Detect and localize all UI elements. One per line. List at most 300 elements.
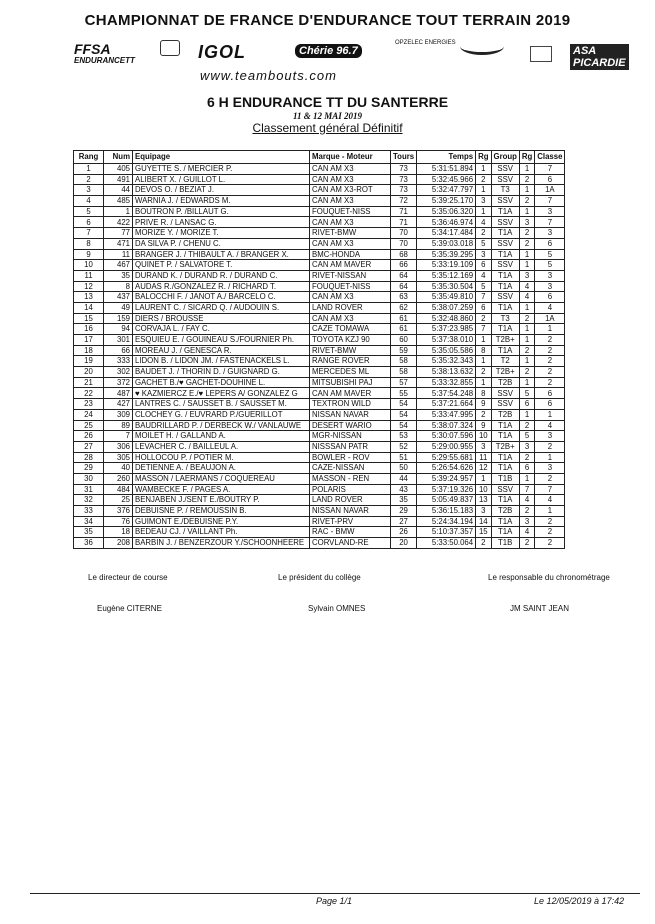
group-cell: T2B xyxy=(491,506,519,517)
temps-cell: 5:33:47.995 xyxy=(417,409,476,420)
rg-group-cell: 4 xyxy=(519,292,534,303)
table-row xyxy=(74,516,565,527)
tours-cell: 50 xyxy=(391,463,417,474)
classe-cell: 4 xyxy=(535,495,565,506)
rg-cell: 10 xyxy=(476,484,491,495)
rg-group-cell: 2 xyxy=(519,238,534,249)
classe-cell: 2 xyxy=(535,441,565,452)
group-cell: T1A xyxy=(491,452,519,463)
tours-cell: 71 xyxy=(391,206,417,217)
tours-cell: 44 xyxy=(391,473,417,484)
tours-cell: 20 xyxy=(391,538,417,549)
rg-group-cell: 1 xyxy=(519,206,534,217)
rg-cell: 7 xyxy=(476,292,491,303)
table-row xyxy=(74,441,565,452)
rg-cell: 1 xyxy=(476,335,491,346)
classe-cell: 3 xyxy=(535,270,565,281)
rang-cell: 22 xyxy=(74,388,104,399)
num-cell: 18 xyxy=(104,527,133,538)
classe-cell: 6 xyxy=(535,399,565,410)
rg-cell: 8 xyxy=(476,388,491,399)
classe-cell: 1 xyxy=(535,324,565,335)
results-body xyxy=(74,164,565,549)
rg-group-cell: 7 xyxy=(519,484,534,495)
classe-cell: 1 xyxy=(535,452,565,463)
group-cell: SSV xyxy=(491,164,519,175)
num-cell: 25 xyxy=(104,495,133,506)
num-cell: 35 xyxy=(104,270,133,281)
group-cell: T2B xyxy=(491,409,519,420)
marque-cell: RIVET-PRV xyxy=(310,516,391,527)
group-cell: T2B+ xyxy=(491,441,519,452)
chrono-name: JM SAINT JEAN xyxy=(510,604,569,613)
temps-cell: 5:36:15.183 xyxy=(417,506,476,517)
group-cell: T1A xyxy=(491,228,519,239)
equipage-cell: GUIMONT E./DEBUISNE P.Y. xyxy=(133,516,310,527)
marque-cell: CAZE-NISSAN xyxy=(310,463,391,474)
num-cell: 77 xyxy=(104,228,133,239)
table-row xyxy=(74,463,565,474)
rang-cell: 12 xyxy=(74,281,104,292)
equipage-cell: ♥ KAZMIERCZ E./♥ LEPERS A/ GONZALEZ G xyxy=(133,388,310,399)
marque-cell: MGR-NISSAN xyxy=(310,431,391,442)
group-cell: SSV xyxy=(491,174,519,185)
ffsa-logo-subtext: ENDURANCETT xyxy=(74,56,135,65)
equipage-cell: BALOCCHI F. / JANOT A./ BARCELO C. xyxy=(133,292,310,303)
group-cell: SSV xyxy=(491,217,519,228)
rg-group-cell: 1 xyxy=(519,249,534,260)
rang-cell: 30 xyxy=(74,473,104,484)
classe-cell: 3 xyxy=(535,206,565,217)
marque-cell: MERCEDES ML xyxy=(310,367,391,378)
equipage-cell: DETIENNE A. / BEAUJON A. xyxy=(133,463,310,474)
marque-cell: CAN AM X3 xyxy=(310,292,391,303)
classe-cell: 4 xyxy=(535,420,565,431)
temps-cell: 5:31:51.894 xyxy=(417,164,476,175)
table-row xyxy=(74,388,565,399)
group-cell: T1A xyxy=(491,249,519,260)
num-cell: 159 xyxy=(104,313,133,324)
equipage-cell: DA SILVA P. / CHENU C. xyxy=(133,238,310,249)
temps-cell: 5:35:32.343 xyxy=(417,356,476,367)
tours-cell: 64 xyxy=(391,270,417,281)
equipage-cell: BOUTRON P. /BILLAUT G. xyxy=(133,206,310,217)
classe-cell: 2 xyxy=(535,527,565,538)
directeur-name: Eugène CITERNE xyxy=(97,604,162,613)
classe-cell: 2 xyxy=(535,377,565,388)
rg-group-cell: 3 xyxy=(519,516,534,527)
group-cell: T1A xyxy=(491,516,519,527)
rg-group-cell: 1 xyxy=(519,356,534,367)
num-cell: 302 xyxy=(104,367,133,378)
francesite-logo-icon xyxy=(160,40,180,56)
equipage-cell: GACHET B./♥ GACHET-DOUHINE L. xyxy=(133,377,310,388)
table-row xyxy=(74,270,565,281)
num-cell: 11 xyxy=(104,249,133,260)
temps-cell: 5:37:54.248 xyxy=(417,388,476,399)
temps-cell: 5:33:32.855 xyxy=(417,377,476,388)
tours-cell: 55 xyxy=(391,388,417,399)
group-cell: SSV xyxy=(491,388,519,399)
classe-cell: 1A xyxy=(535,185,565,196)
tours-cell: 68 xyxy=(391,249,417,260)
temps-cell: 5:35:30.504 xyxy=(417,281,476,292)
column-header: Equipage xyxy=(133,151,310,164)
rg-cell: 1 xyxy=(476,185,491,196)
column-header: Num xyxy=(104,151,133,164)
table-row xyxy=(74,228,565,239)
table-row xyxy=(74,292,565,303)
classe-cell: 6 xyxy=(535,292,565,303)
temps-cell: 5:24:34.194 xyxy=(417,516,476,527)
equipage-cell: DURAND K. / DURAND R. / DURAND C. xyxy=(133,270,310,281)
temps-cell: 5:05:49.837 xyxy=(417,495,476,506)
page-number: Page 1/1 xyxy=(316,896,353,906)
table-row xyxy=(74,335,565,346)
rang-cell: 6 xyxy=(74,217,104,228)
num-cell: 1 xyxy=(104,206,133,217)
classe-cell: 2 xyxy=(535,367,565,378)
temps-cell: 5:35:39.295 xyxy=(417,249,476,260)
group-cell: T3 xyxy=(491,313,519,324)
tours-cell: 58 xyxy=(391,367,417,378)
equipage-cell: BEDEAU CJ. / VAILLANT Ph. xyxy=(133,527,310,538)
rg-group-cell: 1 xyxy=(519,302,534,313)
temps-cell: 5:39:24.957 xyxy=(417,473,476,484)
equipage-cell: CORVAJA L. / FAY C. xyxy=(133,324,310,335)
table-row xyxy=(74,206,565,217)
equipage-cell: LIDON B. / LIDON JM. / FASTENACKELS L. xyxy=(133,356,310,367)
rang-cell: 26 xyxy=(74,431,104,442)
equipage-cell: GUYETTE S. / MERCIER P. xyxy=(133,164,310,175)
classe-cell: 3 xyxy=(535,431,565,442)
marque-cell: CAN AM X3 xyxy=(310,238,391,249)
rang-cell: 28 xyxy=(74,452,104,463)
marque-cell: FOUQUET-NISS xyxy=(310,281,391,292)
num-cell: 306 xyxy=(104,441,133,452)
marque-cell: RIVET-NISSAN xyxy=(310,270,391,281)
rg-group-cell: 1 xyxy=(519,324,534,335)
table-row xyxy=(74,452,565,463)
rang-cell: 11 xyxy=(74,270,104,281)
results-table xyxy=(73,150,565,549)
temps-cell: 5:26:54.626 xyxy=(417,463,476,474)
rg-group-cell: 2 xyxy=(519,174,534,185)
rg-cell: 3 xyxy=(476,249,491,260)
rg-cell: 3 xyxy=(476,506,491,517)
ffsa-logo-text: FFSA xyxy=(74,41,111,57)
rang-cell: 17 xyxy=(74,335,104,346)
classe-cell: 3 xyxy=(535,281,565,292)
print-date: Le 12/05/2019 à 17:42 xyxy=(534,896,625,906)
marque-cell: TEXTRON WILD xyxy=(310,399,391,410)
marque-cell: FOUQUET-NISS xyxy=(310,206,391,217)
table-row xyxy=(74,495,565,506)
marque-cell: RIVET-BMW xyxy=(310,345,391,356)
table-row xyxy=(74,377,565,388)
equipage-cell: MOREAU J. / GENESCA R. xyxy=(133,345,310,356)
rg-cell: 5 xyxy=(476,238,491,249)
table-row xyxy=(74,260,565,271)
classe-cell: 5 xyxy=(535,249,565,260)
rg-group-cell: 3 xyxy=(519,270,534,281)
rg-group-cell: 2 xyxy=(519,420,534,431)
num-cell: 484 xyxy=(104,484,133,495)
rg-group-cell: 4 xyxy=(519,495,534,506)
rg-group-cell: 1 xyxy=(519,473,534,484)
rang-cell: 24 xyxy=(74,409,104,420)
equipage-cell: QUINET P. / SALVATORE T. xyxy=(133,260,310,271)
tours-cell: 27 xyxy=(391,516,417,527)
marque-cell: POLARIS xyxy=(310,484,391,495)
tours-cell: 54 xyxy=(391,409,417,420)
rang-cell: 1 xyxy=(74,164,104,175)
rg-cell: 3 xyxy=(476,441,491,452)
classe-cell: 4 xyxy=(535,302,565,313)
temps-cell: 5:29:00.955 xyxy=(417,441,476,452)
equipage-cell: LEVACHER C. / BAILLEUL A. xyxy=(133,441,310,452)
rg-cell: 7 xyxy=(476,324,491,335)
marque-cell: CAN AM MAVER xyxy=(310,260,391,271)
rg-group-cell: 1 xyxy=(519,377,534,388)
rang-cell: 33 xyxy=(74,506,104,517)
temps-cell: 5:39:03.018 xyxy=(417,238,476,249)
president-title: Le président du collège xyxy=(278,573,361,582)
marque-cell: CAZE TOMAWA xyxy=(310,324,391,335)
rg-group-cell: 2 xyxy=(519,345,534,356)
rg-cell: 12 xyxy=(476,463,491,474)
rang-cell: 7 xyxy=(74,228,104,239)
num-cell: 471 xyxy=(104,238,133,249)
num-cell: 405 xyxy=(104,164,133,175)
footer-divider xyxy=(30,893,640,894)
column-header: Tours xyxy=(391,151,417,164)
marque-cell: MITSUBISHI PAJ xyxy=(310,377,391,388)
classe-cell: 6 xyxy=(535,174,565,185)
group-cell: T1B xyxy=(491,538,519,549)
tours-cell: 61 xyxy=(391,324,417,335)
tours-cell: 73 xyxy=(391,185,417,196)
num-cell: 76 xyxy=(104,516,133,527)
rg-group-cell: 2 xyxy=(519,506,534,517)
num-cell: 94 xyxy=(104,324,133,335)
column-header: Classe xyxy=(535,151,565,164)
igol-logo: IGOL xyxy=(198,42,246,62)
rang-cell: 20 xyxy=(74,367,104,378)
temps-cell: 5:37:38.010 xyxy=(417,335,476,346)
classe-cell: 3 xyxy=(535,228,565,239)
rg-group-cell: 2 xyxy=(519,228,534,239)
rang-cell: 16 xyxy=(74,324,104,335)
classe-cell: 7 xyxy=(535,164,565,175)
temps-cell: 5:39:25.170 xyxy=(417,196,476,207)
temps-cell: 5:10:37.357 xyxy=(417,527,476,538)
ffsa-logo xyxy=(74,43,135,67)
temps-cell: 5:35:49.810 xyxy=(417,292,476,303)
rang-cell: 10 xyxy=(74,260,104,271)
tours-cell: 57 xyxy=(391,377,417,388)
num-cell: 301 xyxy=(104,335,133,346)
rg-cell: 4 xyxy=(476,270,491,281)
group-cell: T1B xyxy=(491,473,519,484)
temps-cell: 5:38:07.259 xyxy=(417,302,476,313)
num-cell: 49 xyxy=(104,302,133,313)
marque-cell: CAN AM MAVER xyxy=(310,388,391,399)
group-cell: T2 xyxy=(491,356,519,367)
rg-group-cell: 1 xyxy=(519,260,534,271)
marque-cell: CAN AM X3 xyxy=(310,174,391,185)
rang-cell: 9 xyxy=(74,249,104,260)
rang-cell: 34 xyxy=(74,516,104,527)
tours-cell: 29 xyxy=(391,506,417,517)
table-row xyxy=(74,217,565,228)
temps-cell: 5:38:07.324 xyxy=(417,420,476,431)
num-cell: 44 xyxy=(104,185,133,196)
num-cell: 422 xyxy=(104,217,133,228)
classe-cell: 1A xyxy=(535,313,565,324)
rg-group-cell: 2 xyxy=(519,196,534,207)
rang-cell: 14 xyxy=(74,302,104,313)
classe-cell: 2 xyxy=(535,356,565,367)
temps-cell: 5:29:55.681 xyxy=(417,452,476,463)
classification-subtitle xyxy=(0,121,655,135)
marque-cell: CAN AM X3 xyxy=(310,313,391,324)
table-row xyxy=(74,281,565,292)
table-header-row xyxy=(74,151,565,164)
marque-cell: TOYOTA KZJ 90 xyxy=(310,335,391,346)
rang-cell: 4 xyxy=(74,196,104,207)
table-row xyxy=(74,420,565,431)
tours-cell: 54 xyxy=(391,399,417,410)
equipage-cell: DEVOS O. / BEZIAT J. xyxy=(133,185,310,196)
marque-cell: CAN AM X3 xyxy=(310,196,391,207)
marque-cell: RIVET-BMW xyxy=(310,228,391,239)
temps-cell: 5:33:19.109 xyxy=(417,260,476,271)
num-cell: 427 xyxy=(104,399,133,410)
temps-cell: 5:36:46.974 xyxy=(417,217,476,228)
num-cell: 376 xyxy=(104,506,133,517)
tours-cell: 35 xyxy=(391,495,417,506)
rang-cell: 23 xyxy=(74,399,104,410)
num-cell: 89 xyxy=(104,420,133,431)
chrono-title: Le responsable du chronométrage xyxy=(488,573,610,582)
tours-cell: 26 xyxy=(391,527,417,538)
group-cell: T1A xyxy=(491,495,519,506)
equipage-cell: LANTRES C. / SAUSSET B. / SAUSSET M. xyxy=(133,399,310,410)
hauts-de-france-logo-icon xyxy=(530,46,552,62)
rg-cell: 14 xyxy=(476,516,491,527)
classe-cell: 6 xyxy=(535,388,565,399)
group-cell: T1A xyxy=(491,527,519,538)
num-cell: 309 xyxy=(104,409,133,420)
num-cell: 208 xyxy=(104,538,133,549)
rg-cell: 15 xyxy=(476,527,491,538)
rg-group-cell: 6 xyxy=(519,463,534,474)
rg-cell: 9 xyxy=(476,420,491,431)
tours-cell: 73 xyxy=(391,164,417,175)
classe-cell: 3 xyxy=(535,463,565,474)
equipage-cell: CLOCHEY G. / EUVRARD P./GUERILLOT xyxy=(133,409,310,420)
rang-cell: 18 xyxy=(74,345,104,356)
group-cell: T1A xyxy=(491,324,519,335)
table-row xyxy=(74,313,565,324)
equipage-cell: ESQUIEU E. / GOUINEAU S./FOURNIER Ph. xyxy=(133,335,310,346)
tours-cell: 60 xyxy=(391,335,417,346)
group-cell: T2B+ xyxy=(491,335,519,346)
equipage-cell: BAUDRILLARD P. / DERBECK W./ VANLAUWE xyxy=(133,420,310,431)
rang-cell: 27 xyxy=(74,441,104,452)
column-header: Rg xyxy=(519,151,534,164)
rg-cell: 2 xyxy=(476,174,491,185)
group-cell: T1A xyxy=(491,345,519,356)
marque-cell: MASSON - REN xyxy=(310,473,391,484)
group-cell: SSV xyxy=(491,292,519,303)
championship-title: CHAMPIONNAT DE FRANCE D'ENDURANCE TOUT TERRAIN 2019 xyxy=(84,12,571,29)
group-cell: SSV xyxy=(491,399,519,410)
equipage-cell: AUDAS R./GONZALEZ R. / RICHARD T. xyxy=(133,281,310,292)
table-row xyxy=(74,527,565,538)
temps-cell: 5:32:48.860 xyxy=(417,313,476,324)
marque-cell: CORVLAND-RE xyxy=(310,538,391,549)
marque-cell: NISSSAN PATR xyxy=(310,441,391,452)
rg-cell: 6 xyxy=(476,260,491,271)
rang-cell: 5 xyxy=(74,206,104,217)
rg-cell: 10 xyxy=(476,431,491,442)
equipage-cell: ALIBERT X. / GUILLOT L. xyxy=(133,174,310,185)
temps-cell: 5:30:07.596 xyxy=(417,431,476,442)
temps-cell: 5:32:45.966 xyxy=(417,174,476,185)
equipage-cell: DIERS / BROUSSE xyxy=(133,313,310,324)
equipage-cell: PRIVE R. / LANSAC G. xyxy=(133,217,310,228)
group-cell: T1A xyxy=(491,270,519,281)
equipage-cell: HOLLOCOU P. / POTIER M. xyxy=(133,452,310,463)
classe-cell: 7 xyxy=(535,217,565,228)
column-header: Marque - Moteur xyxy=(310,151,391,164)
rang-cell: 31 xyxy=(74,484,104,495)
rang-cell: 25 xyxy=(74,420,104,431)
tours-cell: 71 xyxy=(391,217,417,228)
table-row xyxy=(74,356,565,367)
equipage-cell: BAUDET J. / THORIN D. / GUIGNARD G. xyxy=(133,367,310,378)
rg-group-cell: 4 xyxy=(519,527,534,538)
tours-cell: 61 xyxy=(391,313,417,324)
temps-cell: 5:34:17.484 xyxy=(417,228,476,239)
table-row xyxy=(74,409,565,420)
tours-cell: 73 xyxy=(391,174,417,185)
table-row xyxy=(74,249,565,260)
group-cell: T3 xyxy=(491,185,519,196)
rang-cell: 13 xyxy=(74,292,104,303)
num-cell: 8 xyxy=(104,281,133,292)
equipage-cell: MASSON / LAERMANS / COQUEREAU xyxy=(133,473,310,484)
tours-cell: 52 xyxy=(391,441,417,452)
group-cell: T1A xyxy=(491,206,519,217)
event-title: 6 H ENDURANCE TT DU SANTERRE xyxy=(206,94,449,110)
group-cell: T1A xyxy=(491,431,519,442)
equipage-cell: BENJABEN J./SENT E./BOUTRY P. xyxy=(133,495,310,506)
directeur-title: Le directeur de course xyxy=(88,573,168,582)
rg-group-cell: 3 xyxy=(519,217,534,228)
marque-cell: CAN AM X3-ROT xyxy=(310,185,391,196)
num-cell: 467 xyxy=(104,260,133,271)
rg-group-cell: 5 xyxy=(519,431,534,442)
classe-cell: 1 xyxy=(535,506,565,517)
temps-cell: 5:37:21.664 xyxy=(417,399,476,410)
cherie-fm-logo: Chérie 96.7 xyxy=(295,44,362,58)
table-row xyxy=(74,367,565,378)
table-row xyxy=(74,324,565,335)
rg-cell: 6 xyxy=(476,302,491,313)
